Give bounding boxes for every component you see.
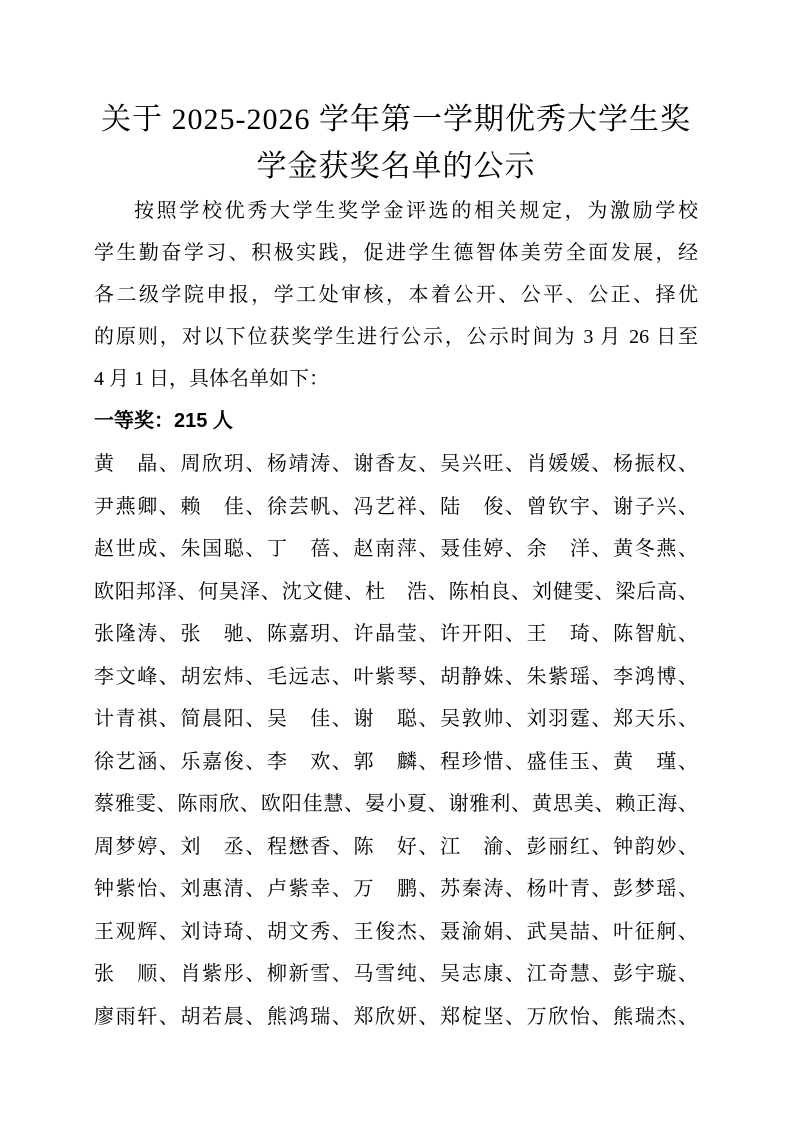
award-tier-heading: 一等奖：215 人 [94, 410, 233, 432]
intro-line: 的原则，对以下位获奖学生进行公示，公示时间为 3 月 26 日至 [94, 326, 698, 348]
name-line: 欧阳邦泽、何昊泽、沈文健、杜 浩、陈柏良、刘健雯、梁后高、 [94, 580, 698, 603]
name-line: 钟紫怡、刘惠清、卢紫幸、万 鹏、苏秦涛、杨叶青、彭梦瑶、 [94, 878, 698, 900]
winner-name-list [94, 443, 698, 1038]
name-line: 廖雨轩、胡若晨、熊鸿瑞、郑欣妍、郑椗坚、万欣怡、熊瑞杰、 [94, 1005, 698, 1028]
intro-line: 4 月 1 日，具体名单如下： [94, 368, 329, 390]
name-line: 黄 晶、周欣玥、杨靖涛、谢香友、吴兴旺、肖媛媛、杨振权、 [94, 453, 698, 475]
name-line: 王观辉、刘诗琦、胡文秀、王俊杰、聂渝娟、武昊喆、叶征舸、 [94, 920, 698, 943]
name-line: 蔡雅雯、陈雨欣、欧阳佳慧、晏小夏、谢雅利、黄思美、赖正海、 [94, 793, 698, 815]
intro-line: 按照学校优秀大学生奖学金评选的相关规定，为激励学校 [134, 200, 698, 222]
name-line: 张隆涛、张 驰、陈嘉玥、许晶莹、许开阳、王 琦、陈智航、 [94, 623, 698, 645]
name-line: 计青祺、简晨阳、吴 佳、谢 聪、吴敦帅、刘羽霆、郑天乐、 [94, 708, 698, 730]
intro-line: 各二级学院申报，学工处审核，本着公开、公平、公正、择优 [94, 284, 698, 306]
name-line: 赵世成、朱国聪、丁 蓓、赵南萍、聂佳婷、余 洋、黄冬燕、 [94, 538, 698, 560]
intro-paragraph [94, 190, 698, 400]
name-line: 李文峰、胡宏炜、毛远志、叶紫琴、胡静姝、朱紫瑶、李鸿博、 [94, 665, 698, 688]
title-line-2: 学金获奖名单的公示 [256, 150, 536, 183]
title-line-1: 关于 2025-2026 学年第一学期优秀大学生奖 [101, 103, 691, 136]
name-line: 周梦婷、刘 丞、程懋香、陈 好、江 渝、彭丽红、钟韵妙、 [94, 835, 698, 858]
name-line: 徐艺涵、乐嘉俊、李 欢、郭 麟、程珍惜、盛佳玉、黄 瑾、 [94, 750, 698, 773]
name-line: 张 顺、肖紫彤、柳新雪、马雪纯、吴志康、江奇慧、彭宇璇、 [94, 963, 698, 985]
name-line: 尹燕卿、赖 佳、徐芸帆、冯艺祥、陆 俊、曾钦宇、谢子兴、 [94, 495, 698, 518]
intro-line: 学生勤奋学习、积极实践，促进学生德智体美劳全面发展，经 [94, 242, 698, 264]
document-title [94, 96, 698, 190]
